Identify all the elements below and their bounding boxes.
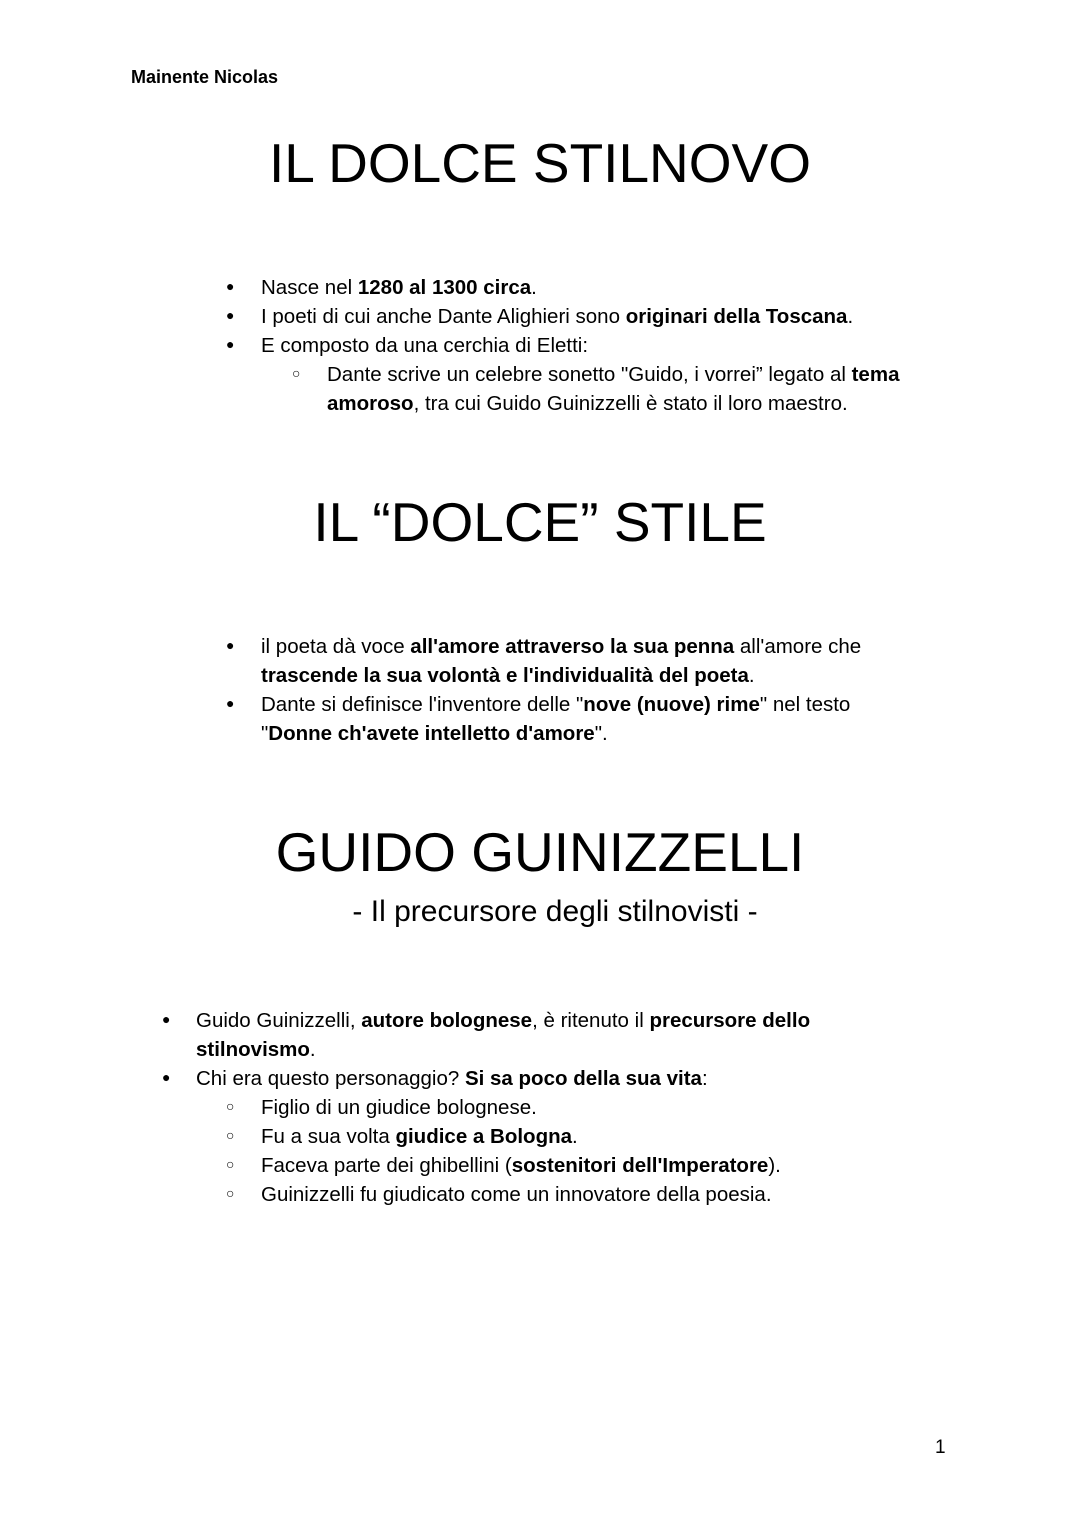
list-item: Guinizzelli fu giudicato come un innovatore della poesia.: [261, 1183, 772, 1206]
bullet-icon: ●: [226, 336, 235, 352]
list-item-continuation: stilnovismo.: [196, 1038, 316, 1061]
bullet-icon: ●: [162, 1011, 171, 1027]
list-item-continuation: "Donne ch'avete intelletto d'amore".: [261, 722, 608, 745]
bullet-icon: ●: [226, 637, 235, 653]
sub-bullet-icon: ○: [226, 1185, 235, 1201]
list-item: E composto da una cerchia di Eletti:: [261, 334, 589, 357]
bullet-icon: ●: [226, 278, 235, 294]
list-item-continuation: amoroso, tra cui Guido Guinizzelli è stato il loro maestro.: [327, 392, 848, 415]
heading-guido-guinizzelli: GUIDO GUINIZZELLI: [275, 821, 805, 883]
sub-bullet-icon: ○: [226, 1156, 235, 1172]
bullet-icon: ●: [162, 1069, 171, 1085]
list-item: Dante scrive un celebre sonetto "Guido, i vorrei” legato al tema: [327, 363, 900, 386]
list-item: Dante si definisce l'inventore delle "nove (nuove) rime" nel testo: [261, 693, 851, 716]
list-item: Fu a sua volta giudice a Bologna.: [261, 1125, 578, 1148]
list-item: Faceva parte dei ghibellini (sostenitori dell'Imperatore).: [261, 1154, 781, 1177]
list-item: I poeti di cui anche Dante Alighieri sono originari della Toscana.: [261, 305, 854, 328]
subtitle-precursore: - Il precursore degli stilnovisti -: [352, 895, 758, 928]
sub-bullet-icon: ○: [226, 1127, 235, 1143]
bullet-icon: ●: [226, 307, 235, 323]
list-item-continuation: trascende la sua volontà e l'individualità del poeta.: [261, 664, 755, 687]
heading-dolce-stilnovo: IL DOLCE STILNOVO: [269, 132, 811, 194]
list-item: Chi era questo personaggio? Si sa poco della sua vita:: [196, 1067, 708, 1090]
bullet-icon: ●: [226, 695, 235, 711]
sub-bullet-icon: ○: [226, 1098, 235, 1114]
page-number: 1: [935, 1437, 946, 1458]
sub-bullet-icon: ○: [292, 365, 301, 381]
author-name: Mainente Nicolas: [131, 67, 279, 87]
list-item: Guido Guinizzelli, autore bolognese, è ritenuto il precursore dello: [196, 1009, 811, 1032]
list-item: Figlio di un giudice bolognese.: [261, 1096, 537, 1119]
list-item: il poeta dà voce all'amore attraverso la sua penna all'amore che: [261, 635, 862, 658]
list-item: Nasce nel 1280 al 1300 circa.: [261, 276, 537, 299]
heading-dolce-stile: IL “DOLCE” STILE: [313, 491, 767, 553]
